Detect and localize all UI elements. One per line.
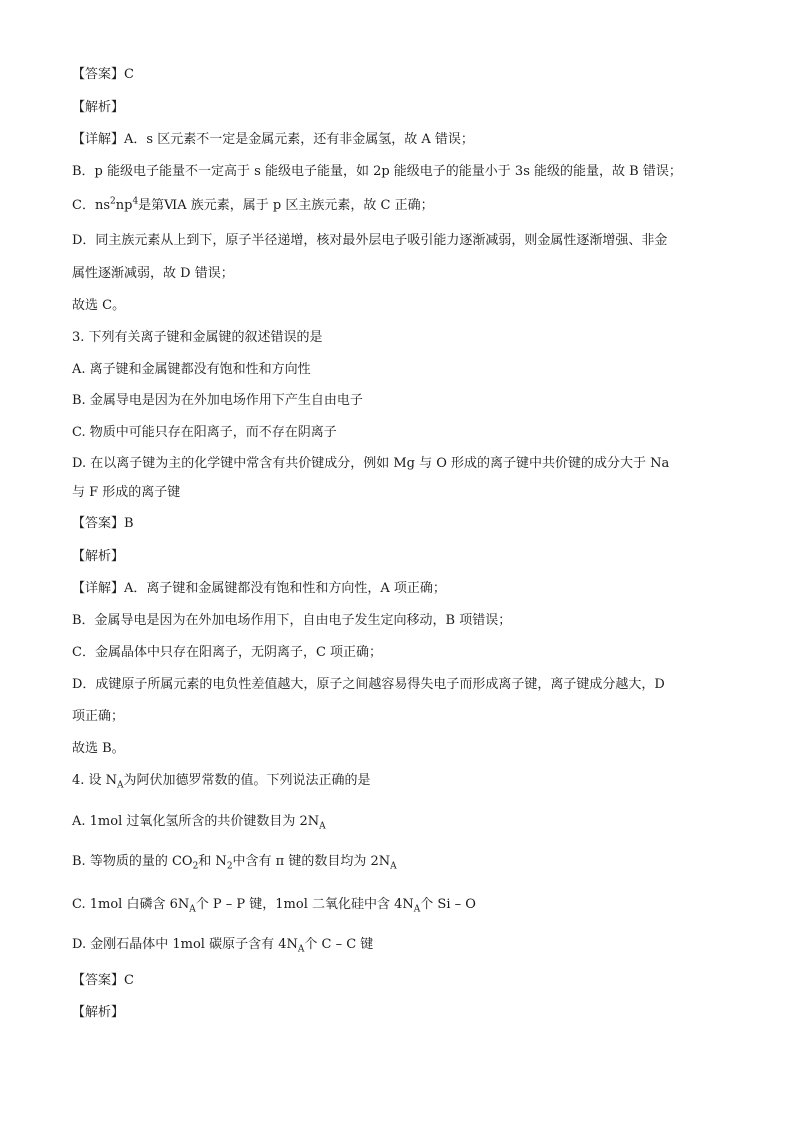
q3-detail-d-line2: 项正确； [72, 709, 125, 724]
q3-option-b: B. 金属导电是因为在外加电场作用下产生自由电子 [72, 393, 363, 408]
q4-option-c: C. 1mol 白磷含 $6N_A$个 P – P 键，1mol 二氧化硅中含 $4N_A$个 Si – O [72, 897, 476, 915]
answer-tag: 【答案】 [72, 67, 125, 82]
q4-stem: 4. 设 $N_A$为阿伏加德罗常数的值。下列说法正确的是 [72, 773, 371, 791]
q2-detail-c: C．$ns^2np^4$是第ⅥA 族元素，属于 p 区主族元素，故 C 正确； [72, 196, 434, 213]
q3-option-d-line2: 与 F 形成的离子键 [72, 485, 181, 500]
q3-detail-c: C．金属晶体中只存在阳离子，无阴离子，C 项正确； [72, 645, 383, 660]
q3-conclusion: 故选 B。 [72, 741, 125, 756]
q4-analysis-tag: 【解析】 [72, 1005, 125, 1020]
answer-tag: 【答案】 [72, 973, 125, 988]
answer-value: B [124, 516, 134, 531]
q2-detail-a: 【详解】A．s 区元素不一定是金属元素，还有非金属氢，故 A 错误； [72, 132, 474, 147]
detail-tag: 【详解】 [72, 581, 125, 596]
q3-option-c: C. 物质中可能只存在阳离子，而不存在阴离子 [72, 425, 337, 440]
q2-detail-d-line2: 属性逐渐减弱，故 D 错误； [72, 266, 234, 281]
q2-detail-d-line1: D．同主族元素从上到下，原子半径递增，核对最外层电子吸引能力逐渐减弱，则金属性逐渐增强、非金 [72, 233, 668, 248]
q3-stem: 3. 下列有关离子键和金属键的叙述错误的是 [72, 330, 323, 345]
detail-tag: 【详解】 [72, 132, 125, 147]
answer-value: C [124, 973, 134, 988]
q3-answer-line [72, 515, 134, 533]
answer-tag: 【答案】 [72, 516, 125, 531]
q3-detail-d-line1: D．成键原子所属元素的电负性差值越大，原子之间越容易得失电子而形成离子键，离子键成分越大，D [72, 677, 665, 692]
q3-detail-b: B．金属导电是因为在外加电场作用下，自由电子发生定向移动，B 项错误； [72, 613, 512, 628]
q4-option-a: A. 1mol 过氧化氢所含的共价键数目为 $2N_A$ [72, 814, 326, 832]
q3-option-d-line1: D. 在以离子键为主的化学键中常含有共价键成分，例如 Mg 与 O 形成的离子键中共价键的成分大于 Na [72, 456, 670, 471]
q3-option-a: A. 离子键和金属键都没有饱和性和方向性 [72, 362, 311, 377]
q2-detail-b: B．p 能级电子能量不一定高于 s 能级电子能量，如 2p 能级电子的能量小于 3s 能级的能量，故 B 错误； [72, 164, 682, 179]
answer-value: C [124, 67, 134, 82]
q3-detail-a: 【详解】A．离子键和金属键都没有饱和性和方向性，A 项正确； [72, 581, 446, 596]
q2-conclusion: 故选 C。 [72, 298, 126, 313]
q2-answer-line [72, 66, 134, 84]
q4-option-d: D. 金刚石晶体中 1mol 碳原子含有 $4N_A$个 C – C 键 [72, 937, 374, 955]
q2-analysis-tag: 【解析】 [72, 100, 125, 115]
q4-answer-line [72, 972, 134, 990]
q4-option-b: B. 等物质的量的 $CO_2$和 $N_2$中含有 π 键的数目均为 $2N_A$ [72, 854, 397, 872]
q3-analysis-tag: 【解析】 [72, 549, 125, 564]
